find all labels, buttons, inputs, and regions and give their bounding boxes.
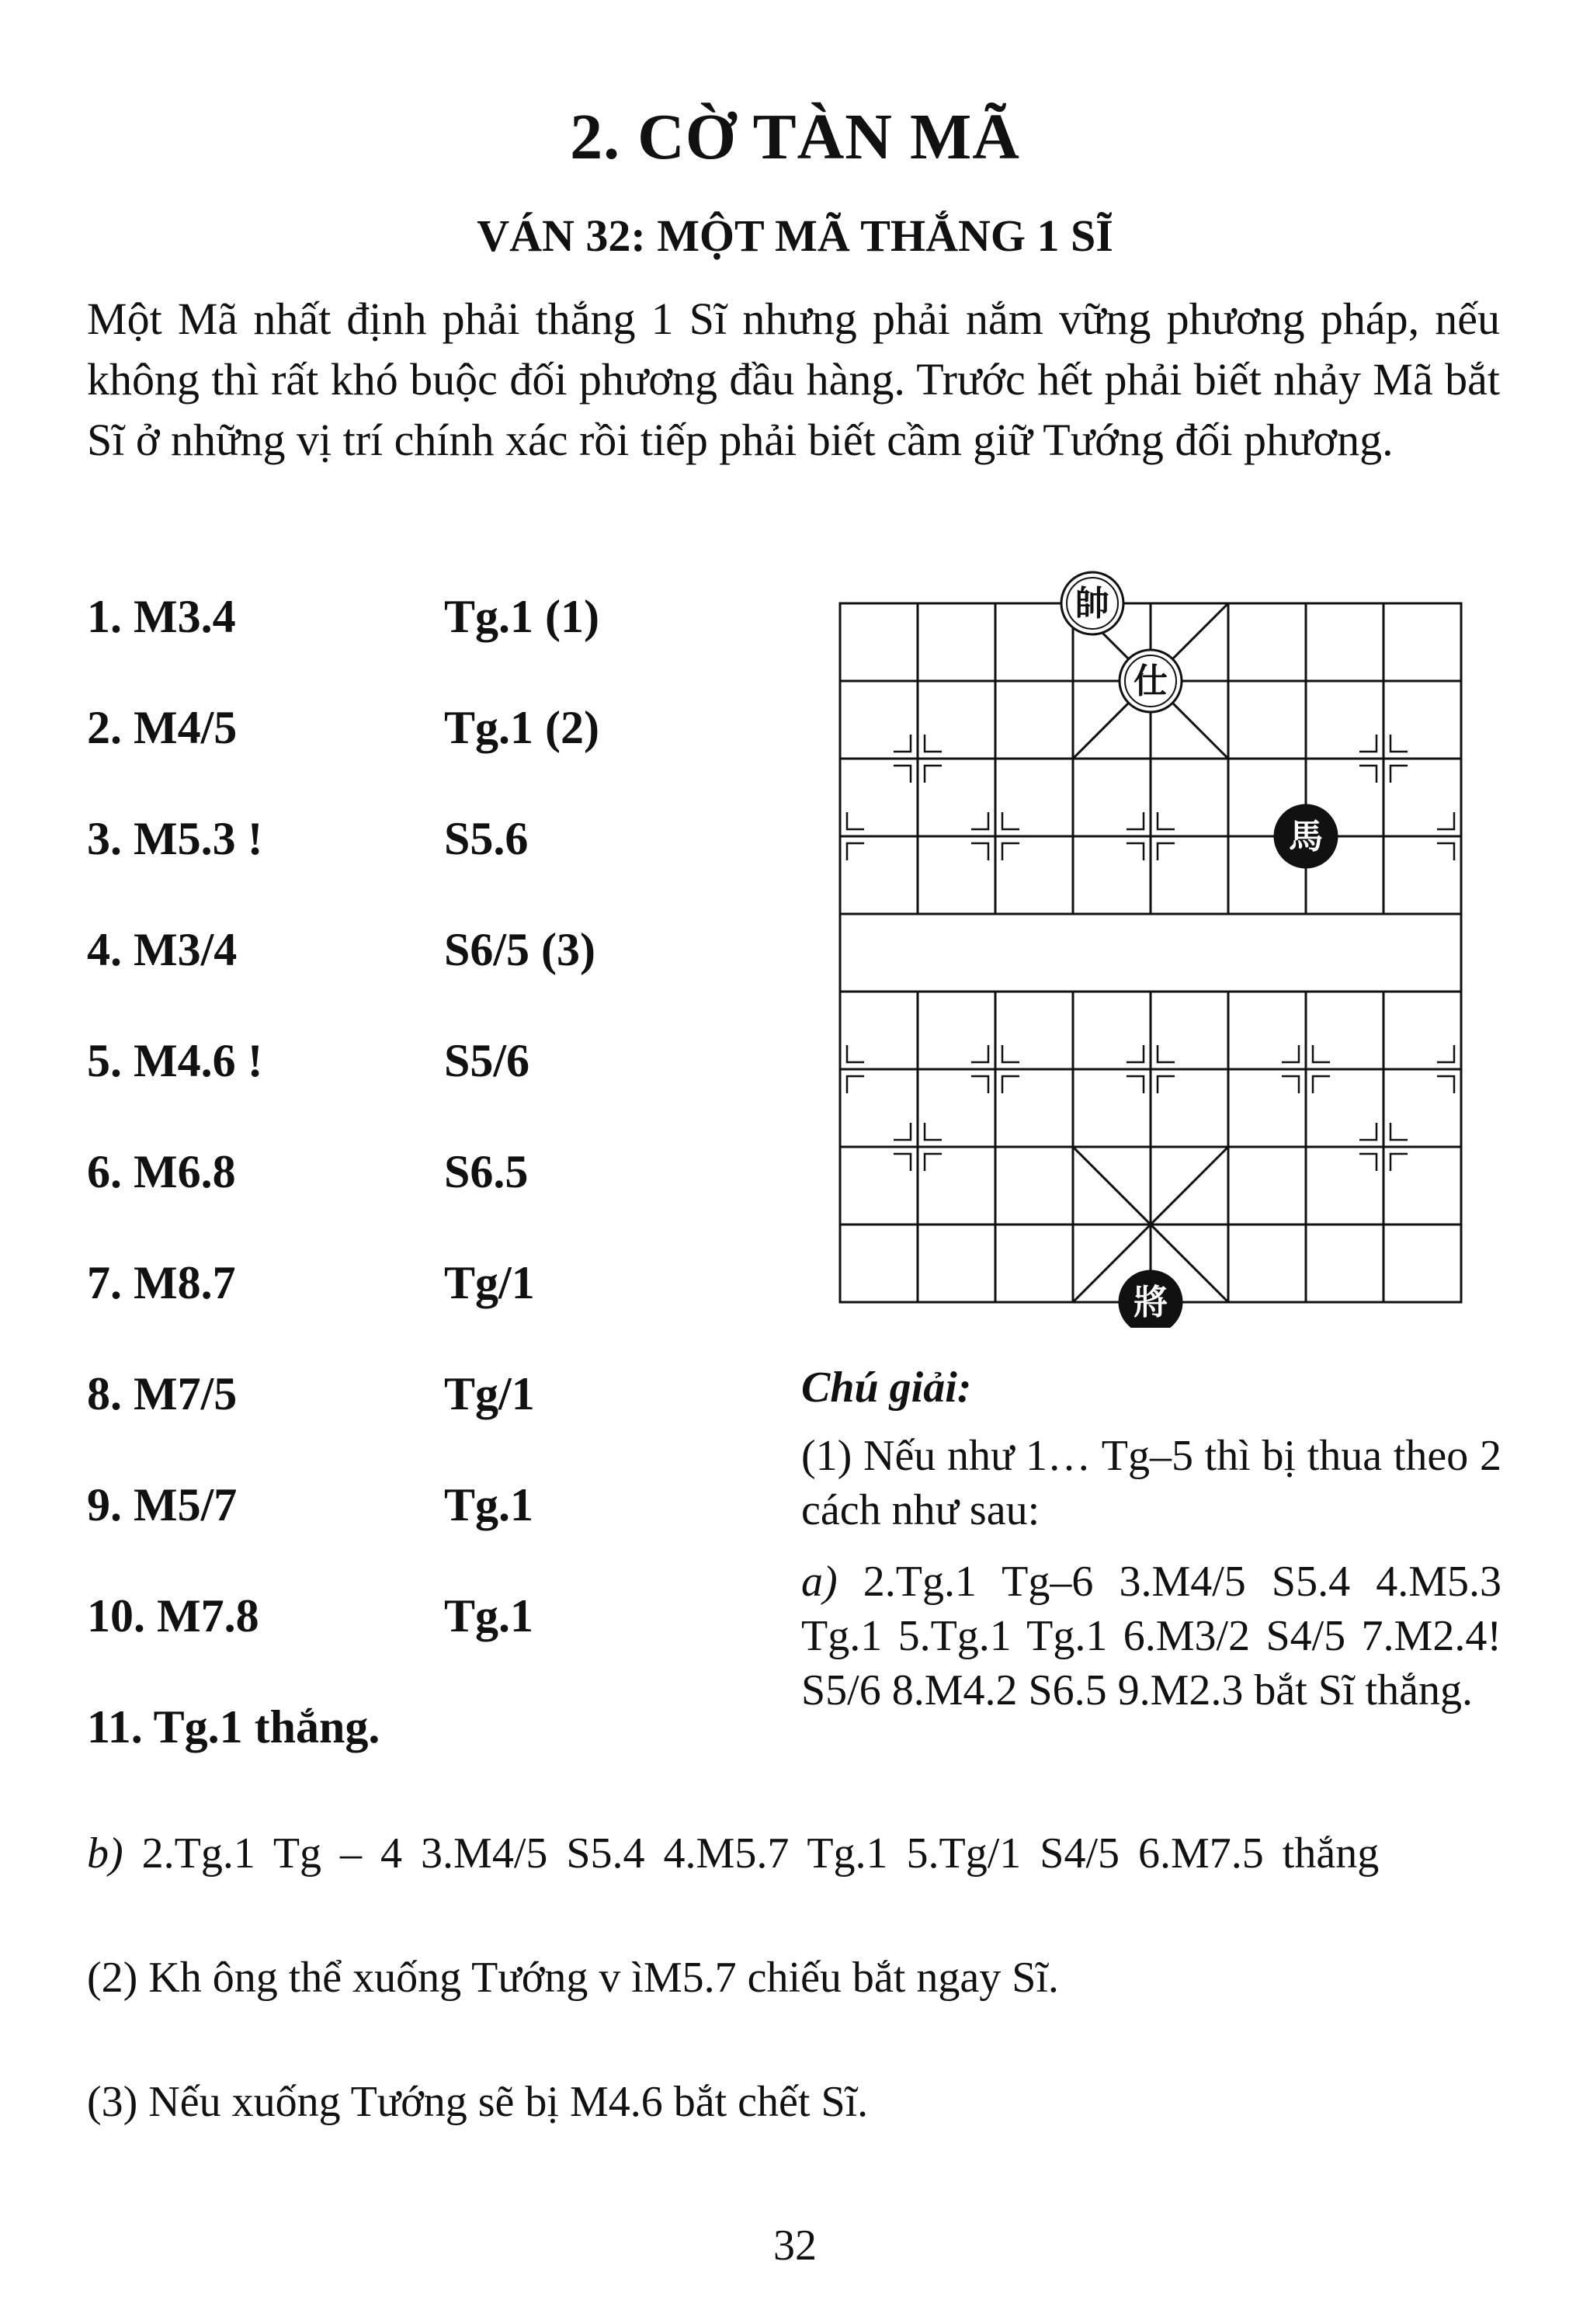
position-marker (925, 735, 942, 752)
red-advisor-piece (1120, 650, 1182, 712)
position-marker (894, 1123, 911, 1140)
move-black: S5.6 (444, 813, 529, 864)
move-black: S6/5 (3) (444, 924, 595, 975)
xiangqi-board (807, 567, 1506, 1328)
game-title: VÁN 32: MỘT MÃ THẮNG 1 SĨ (477, 210, 1113, 261)
note-2: (2) Kh ông thể xuống Tướng v ìM5.7 chiếu bắt ngay Sĩ. (87, 1954, 1059, 2002)
svg-text:帥: 帥 (1075, 584, 1109, 624)
move-row (87, 1367, 786, 1478)
position-marker (1158, 1045, 1175, 1062)
move-white: 11. Tg.1 thắng. (87, 1701, 380, 1753)
svg-text:馬: 馬 (1289, 817, 1323, 856)
move-white: 10. M7.8 (87, 1590, 259, 1641)
position-marker (925, 1154, 942, 1171)
position-marker (1282, 1076, 1299, 1093)
move-list (87, 590, 786, 1812)
svg-text:將: 將 (1133, 1283, 1168, 1322)
move-row (87, 923, 786, 1034)
position-marker (1313, 1045, 1330, 1062)
position-marker (1158, 843, 1175, 860)
position-marker (1002, 1076, 1019, 1093)
position-marker (925, 766, 942, 783)
notes-heading: Chú giải: (801, 1363, 972, 1412)
position-marker (847, 843, 864, 860)
move-row (87, 1256, 786, 1367)
black-king-piece (1120, 1271, 1182, 1328)
move-black: S5/6 (444, 1035, 530, 1086)
move-row (87, 590, 786, 701)
move-row (87, 701, 786, 812)
position-marker (1359, 1123, 1376, 1140)
move-black: S6.5 (444, 1146, 529, 1197)
note-1: (1) Nếu như 1… Tg–5 thì bị thua theo 2 cách như sau: (801, 1432, 1501, 1534)
position-marker (1390, 735, 1408, 752)
svg-text:仕: 仕 (1133, 662, 1168, 701)
note-1b (87, 1826, 1515, 1951)
move-row (87, 1145, 786, 1256)
position-marker (1158, 812, 1175, 829)
position-marker (1127, 1045, 1144, 1062)
position-marker (1127, 1076, 1144, 1093)
position-marker (1390, 766, 1408, 783)
position-marker (971, 1045, 988, 1062)
position-marker (1282, 1045, 1299, 1062)
note-1b-text: 2.Tg.1 Tg – 4 3.M4/5 S5.4 4.M5.7 Tg.1 5.Tg/1 S4/5 6.M7.5 thắng (123, 1829, 1380, 1878)
move-black: Tg/1 (444, 1368, 535, 1419)
position-marker (1437, 1045, 1454, 1062)
position-marker (1002, 843, 1019, 860)
position-marker (1127, 812, 1144, 829)
position-marker (847, 812, 864, 829)
move-row (87, 1700, 786, 1812)
notes-section (801, 1360, 1501, 1735)
move-row (87, 1034, 786, 1145)
move-black: Tg.1 (444, 1590, 534, 1641)
position-marker (894, 735, 911, 752)
position-marker (1437, 1076, 1454, 1093)
move-white: 2. M4/5 (87, 702, 238, 753)
note-1a-label: a) (801, 1558, 838, 1606)
xiangqi-board-diagram (807, 567, 1506, 1328)
position-marker (1002, 812, 1019, 829)
position-marker (1158, 1076, 1175, 1093)
footnotes (87, 1826, 1515, 2199)
note-1b-label: b) (87, 1829, 123, 1878)
move-white: 5. M4.6 ! (87, 1035, 263, 1086)
position-marker (1359, 1154, 1376, 1171)
position-marker (894, 766, 911, 783)
position-marker (894, 1154, 911, 1171)
move-black: Tg.1 (444, 1479, 534, 1530)
position-marker (1390, 1154, 1408, 1171)
move-black: Tg.1 (2) (444, 702, 599, 753)
position-marker (971, 843, 988, 860)
move-black: Tg/1 (444, 1257, 535, 1308)
position-marker (971, 812, 988, 829)
position-marker (847, 1076, 864, 1093)
position-marker (1359, 766, 1376, 783)
move-white: 4. M3/4 (87, 924, 238, 975)
note-1a (801, 1555, 1501, 1718)
position-marker (1127, 843, 1144, 860)
move-white: 6. M6.8 (87, 1146, 236, 1197)
black-horse-piece (1275, 805, 1337, 867)
move-white: 1. M3.4 (87, 591, 236, 642)
position-marker (1437, 843, 1454, 860)
red-king-piece (1061, 572, 1123, 634)
page-number: 32 (773, 2222, 817, 2270)
position-marker (1359, 735, 1376, 752)
move-white: 7. M8.7 (87, 1257, 236, 1308)
position-marker (1002, 1045, 1019, 1062)
position-marker (925, 1123, 942, 1140)
move-row (87, 1478, 786, 1589)
chapter-title: 2. CỜ TÀN MÃ (570, 101, 1020, 173)
note-3: (3) Nếu xuống Tướng sẽ bị M4.6 bắt chết Sĩ. (87, 2078, 869, 2126)
position-marker (1437, 812, 1454, 829)
intro-paragraph: Một Mã nhất định phải thắng 1 Sĩ nhưng phải nắm vững phương pháp, nếu không thì rất khó buộc đối phương đầu hàng. Trước hết phải biết nhảy Mã bắt Sĩ ở những vị trí chính xác rồi tiếp phải biết cầm giữ Tướng đối phương. (87, 294, 1500, 465)
position-marker (971, 1076, 988, 1093)
note-1a-text: 2.Tg.1 Tg–6 3.M4/5 S5.4 4.M5.3 Tg.1 5.Tg.1 Tg.1 6.M3/2 S4/5 7.M2.4! S5/6 8.M4.2 S6.5 9.M2.3 bắt Sĩ thắng. (801, 1558, 1501, 1714)
move-white: 8. M7/5 (87, 1368, 238, 1419)
move-white: 3. M5.3 ! (87, 813, 263, 864)
move-white: 9. M5/7 (87, 1479, 238, 1530)
move-row (87, 1589, 786, 1700)
position-marker (847, 1045, 864, 1062)
move-row (87, 812, 786, 923)
position-marker (1313, 1076, 1330, 1093)
move-black: Tg.1 (1) (444, 591, 599, 642)
position-marker (1390, 1123, 1408, 1140)
